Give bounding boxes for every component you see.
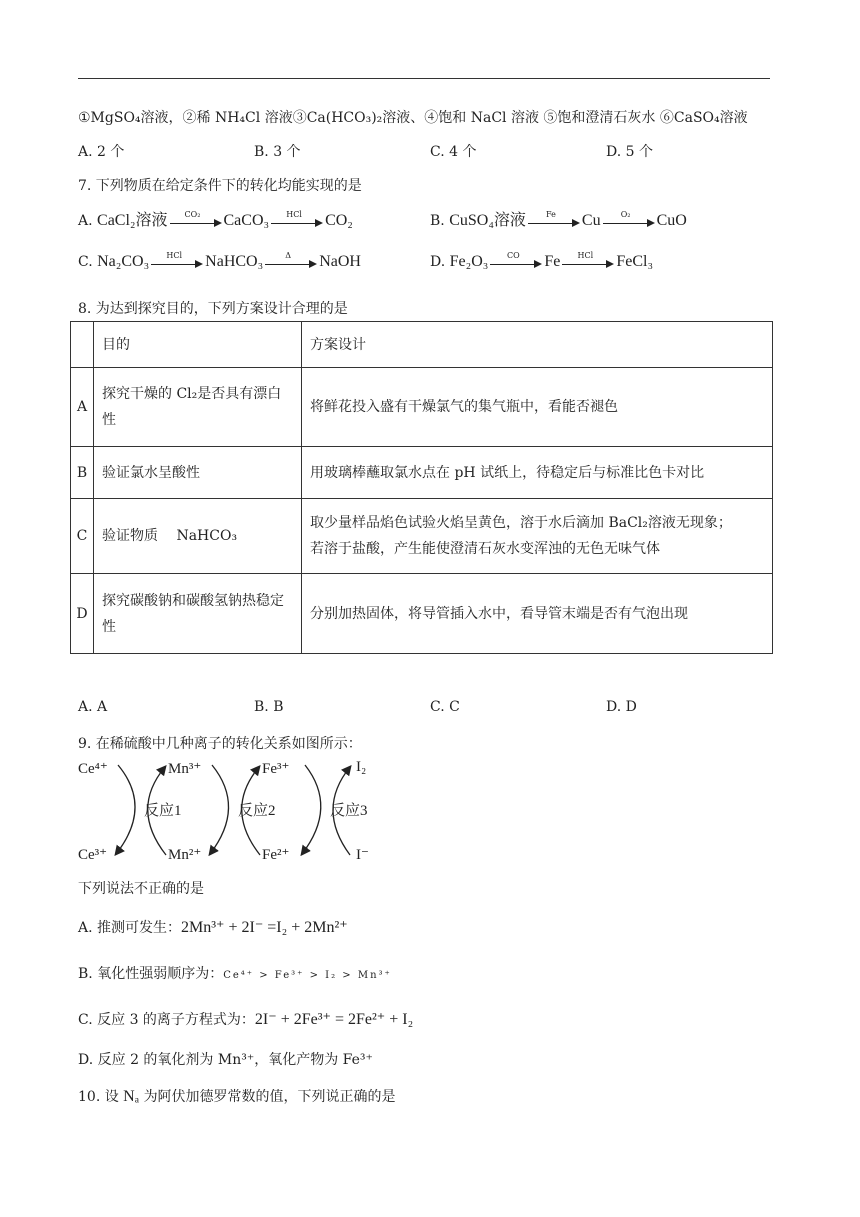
q7-option-a: A. CaCl₂溶液 CO₂ CaCO₃ HCl CO₂ [78, 210, 353, 229]
q9-option-b: B. 氧化性强弱顺序为：Ce⁴⁺ > Fe³⁺ > I₂ > Mn³⁺ [78, 966, 392, 982]
reaction-arrow: CO [490, 255, 542, 269]
q6-option-a: A. 2 个 [78, 144, 125, 160]
ion-ce4: Ce⁴⁺ [78, 761, 108, 777]
row-design: 用玻璃棒蘸取氯水点在 pH 试纸上，待稳定后与标准比色卡对比 [302, 447, 773, 499]
table-header-cell: 方案设计 [302, 322, 773, 368]
q9-option-c: C. 反应 3 的离子方程式为：2I⁻ + 2Fe³⁺ = 2Fe²⁺ + I₂ [78, 1011, 414, 1028]
q6-option-c: C. 4 个 [430, 144, 477, 160]
row-purpose: 探究干燥的 Cl₂是否具有漂白 性 [94, 368, 302, 447]
q10-stem: 10. 设 Nₐ 为阿伏加德罗常数的值，下列说正确的是 [78, 1088, 396, 1105]
ion-ce3: Ce³⁺ [78, 847, 108, 863]
q8-table [70, 321, 773, 654]
reaction-arrow: HCl [151, 255, 203, 269]
q8-option-d: D. D [606, 699, 637, 715]
header-rule [78, 78, 770, 79]
row-purpose: 验证氯水呈酸性 [94, 447, 302, 499]
row-key: A [71, 368, 94, 447]
table-row [71, 499, 773, 574]
reaction-3-label: 反应3 [330, 803, 368, 819]
q8-option-b: B. B [254, 699, 284, 715]
row-design: 分别加热固体，将导管插入水中，看导管末端是否有气泡出现 [302, 574, 773, 654]
ion-i2: I₂ [356, 759, 367, 775]
row-purpose: 验证物质 NaHCO₃ [94, 499, 302, 574]
row-key: D [71, 574, 94, 654]
arrow-mn-down [210, 765, 229, 854]
table-header-row [71, 322, 773, 368]
row-purpose: 探究碳酸钠和碳酸氢钠热稳定 性 [94, 574, 302, 654]
row-design: 取少量样品焰色试验火焰呈黄色，溶于水后滴加 BaCl₂溶液无现象； 若溶于盐酸，产生能使澄清石灰水变浑浊的无色无味气体 [302, 499, 773, 574]
arrow-ce-down [116, 765, 135, 854]
row-key: B [71, 447, 94, 499]
q6-option-b: B. 3 个 [254, 144, 301, 160]
q9-option-d: D. 反应 2 的氧化剂为 Mn³⁺，氧化产物为 Fe³⁺ [78, 1052, 373, 1068]
q9-stem: 9. 在稀硫酸中几种离子的转化关系如图所示： [78, 736, 362, 752]
reaction-arrow: Fe [528, 214, 580, 228]
row-design: 将鲜花投入盛有干燥氯气的集气瓶中，看能否褪色 [302, 368, 773, 447]
ion-mn2: Mn²⁺ [168, 847, 202, 863]
q7-option-c: C. Na₂CO₃ HCl NaHCO₃ Δ NaOH [78, 251, 361, 270]
table-row [71, 447, 773, 499]
table-row [71, 574, 773, 654]
q6-option-d: D. 5 个 [606, 144, 653, 160]
arrow-fe-down [302, 765, 321, 854]
q6-line: ①MgSO₄溶液，②稀 NH₄Cl 溶液③Ca(HCO₃)₂溶液、④饱和 NaCl 溶液 ⑤饱和澄清石灰水 ⑥CaSO₄溶液 [78, 110, 748, 126]
reaction-arrow: O₂ [603, 214, 655, 228]
table-header-cell [71, 322, 94, 368]
ion-conversion-diagram [78, 757, 378, 867]
reaction-1-label: 反应1 [144, 803, 182, 819]
q7-stem: 7. 下列物质在给定条件下的转化均能实现的是 [78, 178, 362, 194]
q7-option-b: B. CuSO₄溶液 Fe Cu O₂ CuO [430, 210, 687, 229]
q8-option-a: A. A [78, 699, 108, 715]
q8-option-c: C. C [430, 699, 460, 715]
reaction-arrow: CO₂ [170, 214, 222, 228]
ion-mn3: Mn³⁺ [168, 761, 202, 777]
ion-fe2: Fe²⁺ [262, 847, 290, 863]
table-header-cell: 目的 [94, 322, 302, 368]
reaction-arrow: HCl [271, 214, 323, 228]
table-row [71, 368, 773, 447]
q8-stem: 8. 为达到探究目的，下列方案设计合理的是 [78, 301, 348, 317]
q9-option-a: A. 推测可发生：2Mn³⁺ + 2I⁻ =I₂ + 2Mn²⁺ [78, 919, 348, 936]
ion-i-minus: I⁻ [356, 847, 369, 863]
na-symbol: Nₐ [123, 1088, 140, 1105]
q7-option-d: D. Fe₂O₃ CO Fe HCl FeCl₃ [430, 251, 654, 270]
q9-question: 下列说法不正确的是 [78, 881, 204, 897]
reaction-arrow: HCl [562, 255, 614, 269]
reaction-arrow: Δ [265, 255, 317, 269]
reaction-2-label: 反应2 [238, 803, 276, 819]
ion-fe3: Fe³⁺ [262, 761, 290, 777]
row-key: C [71, 499, 94, 574]
